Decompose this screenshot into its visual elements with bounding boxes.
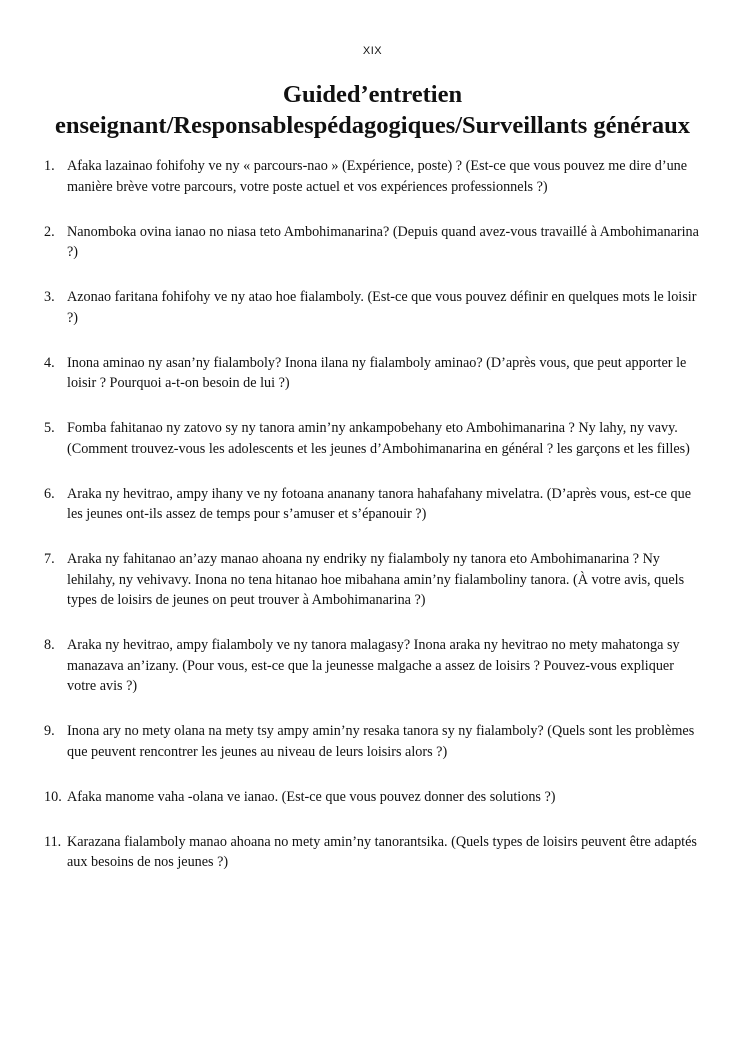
question-item (44, 222, 704, 263)
question-item (44, 787, 704, 808)
question-item (44, 156, 704, 197)
question-number: 1. (44, 158, 55, 174)
question-text: Araka ny hevitrao, ampy ihany ve ny fotoana ananany tanora hahafahany mivelatra. (D’après vous, est-ce que les jeunes ont-ils assez de temps pour s’amuser et s’épanouir ?) (67, 485, 691, 522)
question-number: 9. (44, 723, 55, 739)
question-item (44, 549, 704, 611)
question-number: 11. (44, 833, 62, 850)
question-number: 6. (44, 485, 55, 502)
question-text: Inona ary no mety olana na mety tsy ampy amin’ny resaka tanora sy ny fialamboly? (Quels sont les problèmes que peuvent rencontrer les jeunes au niveau de leurs loisirs alors ?) (67, 723, 695, 760)
question-text: Araka ny fahitanao an’azy manao ahoana ny endriky ny fialamboly ny tanora eto Ambohimanarina ? Ny lehilahy, ny vehivavy. Inona no tena hitanao hoe mibahana amin’ny fialamboliny tanora. (À votre avis, quels types de loisirs de jeunes on peut trouver à Ambohimanarina ?) (67, 551, 685, 608)
question-number: 2. (44, 223, 55, 240)
question-text: Nanomboka ovina ianao no niasa teto Ambohimanarina? (Depuis quand avez-vous travaillé à Ambohimanarina ?) (67, 223, 699, 260)
question-text: Inona aminao ny asan’ny fialamboly? Inona ilana ny fialamboly aminao? (D’après vous, que peut apporter le loisir ? Pourquoi a-t-on besoin de lui ?) (67, 354, 687, 391)
question-number: 7. (44, 551, 55, 567)
question-item (44, 418, 704, 459)
question-text: Afaka lazainao fohifohy ve ny « parcours-nao » (Expérience, poste) ? (Est-ce que vous pouvez me dire d’une manière brève votre parcours, votre poste actuel et vos expériences professionnels ?) (67, 158, 688, 195)
title-line-1: Guided’entretien (282, 81, 463, 108)
question-text: Araka ny hevitrao, ampy fialamboly ve ny tanora malagasy? Inona araka ny hevitrao no mety mahatonga sy manazava an’izany. (Pour vous, est-ce que la jeunesse malgache a assez de loisirs ? Pouvez-vous expliquer votre avis ?) (67, 637, 680, 694)
question-number: 3. (44, 289, 55, 305)
question-text: Azonao faritana fohifohy ve ny atao hoe fialamboly. (Est-ce que vous pouvez définir en quelques mots le loisir ?) (67, 289, 697, 326)
question-item (44, 353, 704, 394)
question-text: Karazana fialamboly manao ahoana no mety amin’ny tanorantsika. (Quels types de loisirs peuvent être adaptés aux besoins de nos jeunes ?) (67, 833, 697, 870)
title-line-2: enseignant/Responsablespédagogiques/Surveillants généraux (54, 112, 691, 139)
question-text: Fomba fahitanao ny zatovo sy ny tanora amin’ny ankampobehany eto Ambohimanarina ? Ny lahy, ny vavy. (Comment trouvez-vous les adolescents et les jeunes d’Ambohimanarina en général ? les garçons et les filles) (67, 420, 690, 457)
question-number: 5. (44, 420, 55, 436)
question-number: 4. (44, 354, 55, 371)
question-list (44, 156, 704, 897)
question-text: Afaka manome vaha -olana ve ianao. (Est-ce que vous pouvez donner des solutions ?) (67, 788, 556, 805)
question-number: 10. (44, 788, 62, 805)
question-item (44, 287, 704, 328)
question-item (44, 635, 704, 697)
question-item (44, 484, 704, 525)
question-item (44, 832, 704, 873)
question-item (44, 721, 704, 762)
document-title (0, 79, 745, 141)
page-number: XIX (362, 45, 383, 57)
question-number: 8. (44, 637, 55, 653)
